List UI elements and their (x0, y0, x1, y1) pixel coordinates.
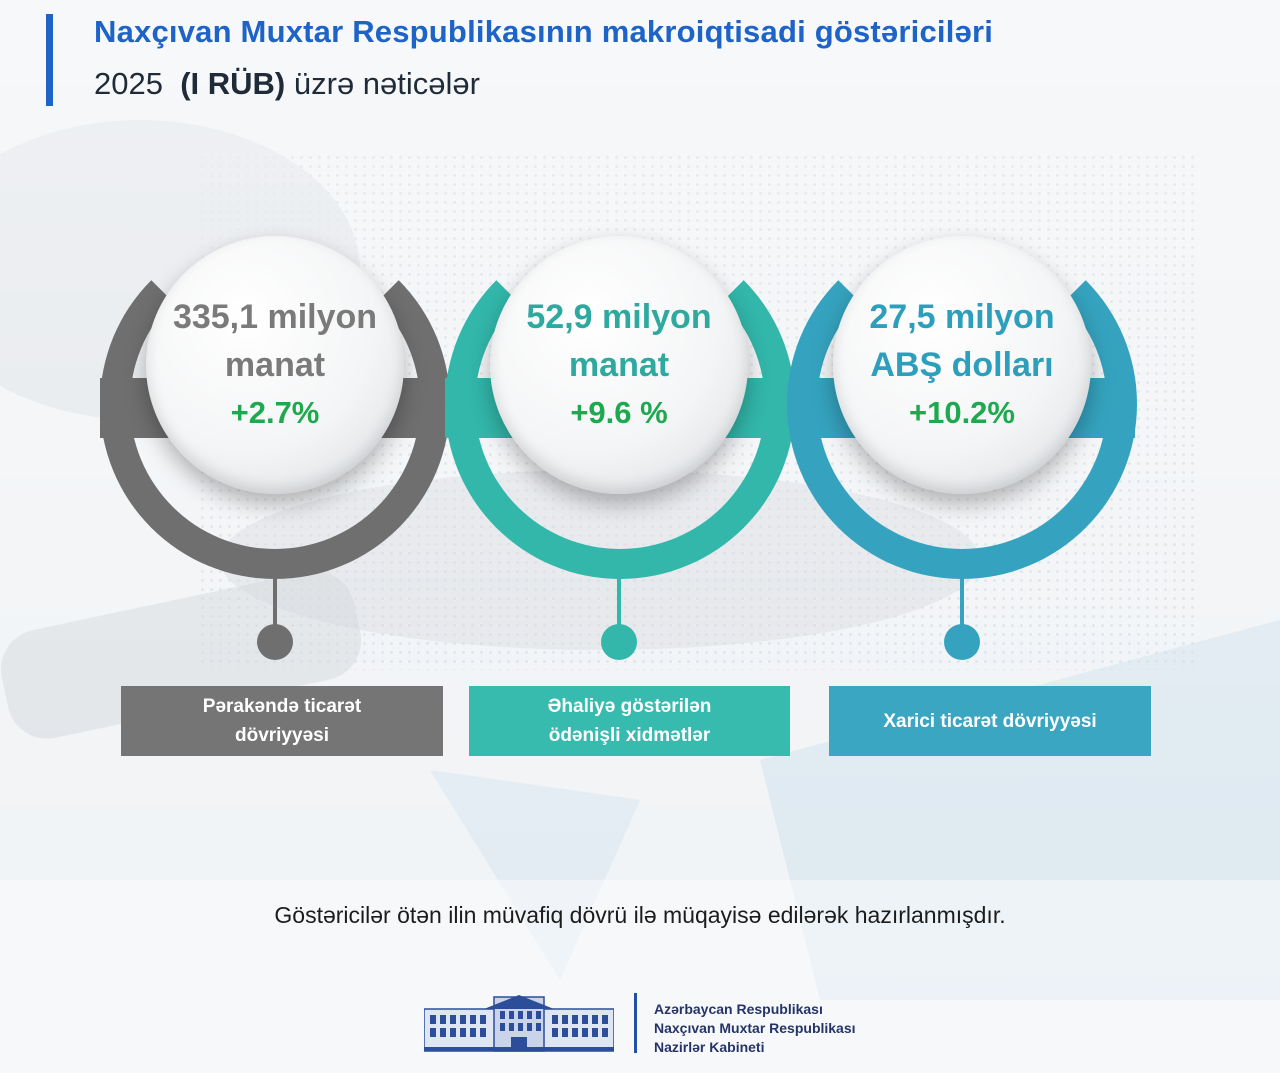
indicator-change: +9.6 % (570, 395, 668, 430)
page-subtitle (94, 66, 480, 102)
logo-divider (634, 993, 637, 1053)
indicator-label-foreign-trade (829, 686, 1151, 756)
organization-line1: Azərbaycan Respublikası (654, 1001, 823, 1017)
indicator-label-line1: Əhaliyə göstərilən (547, 696, 712, 717)
indicator-circle-services (490, 236, 748, 494)
indicator-circle-foreign-trade (833, 236, 1091, 494)
organization-line3: Nazirlər Kabineti (654, 1039, 765, 1055)
indicator-label-services (469, 686, 790, 756)
indicator-connector-line (617, 558, 621, 628)
subtitle-suffix: üzrə nəticələr (293, 66, 480, 101)
indicator-connector-dot (944, 624, 980, 660)
indicator-label-line1: Xarici ticarət dövriyyəsi (883, 710, 1097, 732)
government-building-logo (424, 995, 614, 1053)
indicator-value-line1: 335,1 milyon (172, 298, 378, 336)
indicator-value-line2: ABŞ dolları (870, 346, 1054, 384)
indicator-value-line2: manat (224, 346, 326, 384)
indicator-connector-line (273, 558, 277, 628)
indicator-change: +2.7% (230, 395, 320, 430)
subtitle-year: 2025 (94, 66, 163, 101)
indicator-label-line2: ödənişli xidmətlər (548, 725, 711, 746)
indicator-connector-line (960, 558, 964, 628)
indicator-change: +10.2% (908, 395, 1015, 430)
subtitle-quarter: (I RÜB) (180, 66, 286, 101)
indicator-value-line2: manat (568, 346, 670, 384)
indicator-value-line1: 27,5 milyon (869, 298, 1055, 336)
organization-name (654, 1000, 856, 1057)
indicator-connector-dot (257, 624, 293, 660)
indicator-connector-dot (601, 624, 637, 660)
indicator-label-line1: Pərakəndə ticarət (202, 696, 362, 717)
organization-line2: Naxçıvan Muxtar Respublikası (654, 1020, 856, 1036)
page-title: Naxçıvan Muxtar Respublikasının makroiqtisadi göstəriciləri (94, 14, 994, 49)
indicator-value-line1: 52,9 milyon (526, 298, 712, 336)
indicator-circle-retail (146, 236, 404, 494)
indicator-label-retail (121, 686, 443, 756)
title-accent-bar (46, 14, 53, 106)
indicator-label-line2: dövriyyəsi (234, 725, 329, 746)
footer-note: Göstəricilər ötən ilin müvafiq dövrü ilə müqayisə edilərək hazırlanmışdır. (274, 902, 1006, 928)
